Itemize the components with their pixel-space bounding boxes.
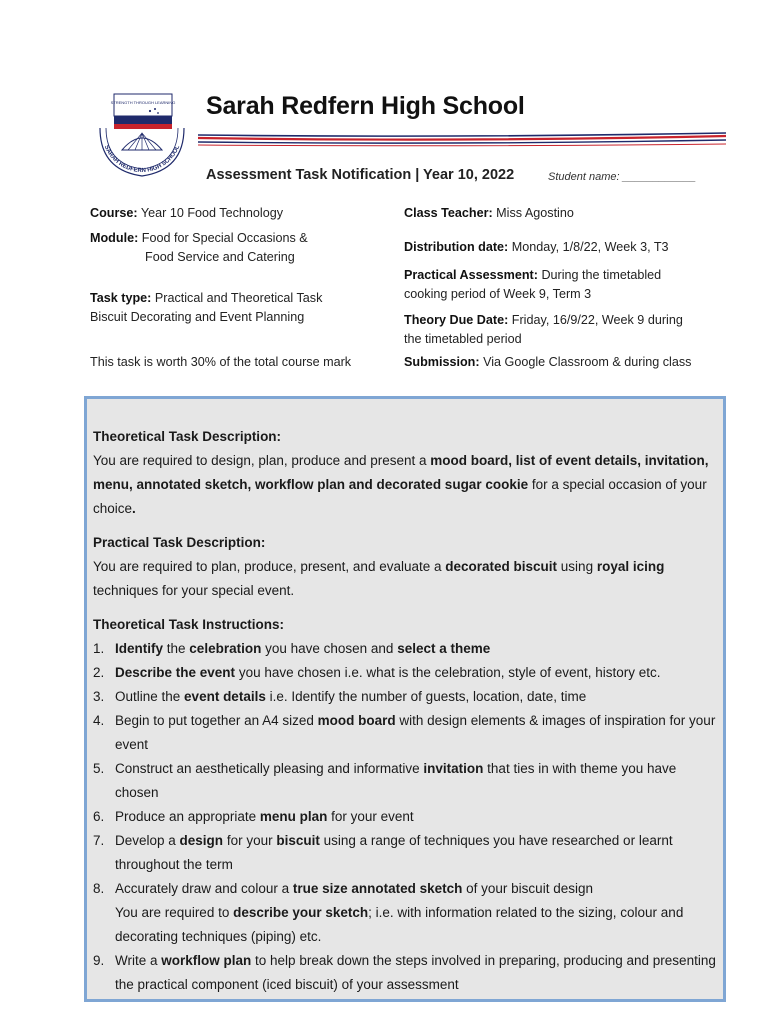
instruction-item: 2. Describe the event you have chosen i.e. what is the celebration, style of event, history etc. xyxy=(93,661,719,685)
theory-value-2: the timetabled period xyxy=(404,332,522,346)
instructions-title: Theoretical Task Instructions: xyxy=(93,617,285,632)
distribution-value: Monday, 1/8/22, Week 3, T3 xyxy=(511,240,669,254)
header-stripes xyxy=(198,132,726,148)
practical-assessment-block xyxy=(404,266,661,304)
logo-motto: STRENGTH THROUGH LEARNING xyxy=(110,100,176,105)
practical-task-title: Practical Task Description: xyxy=(93,535,266,550)
instruction-item: 4. Begin to put together an A4 sized mood board with design elements & images of inspiration for your event xyxy=(93,709,719,757)
instruction-number: 7. xyxy=(93,833,105,848)
instruction-item: 8. Accurately draw and colour a true size annotated sketch of your biscuit design You are required to describe your sketch; i.e. with information related to the sizing, colour and decorating techniques (piping) etc. xyxy=(93,877,719,949)
instruction-item: 9. Write a workflow plan to help break down the steps involved in preparing, producing and presenting the practical component (iced biscuit) of your assessment xyxy=(93,949,719,997)
submission-line xyxy=(404,353,691,372)
instruction-item: 7. Develop a design for your biscuit using a range of techniques you have researched or learnt throughout the term xyxy=(93,829,719,877)
task-type-value-2: Biscuit Decorating and Event Planning xyxy=(90,310,305,324)
module-label: Module: xyxy=(90,231,139,245)
submission-label: Submission: xyxy=(404,355,480,369)
task-description-box xyxy=(84,396,726,1002)
course-value: Year 10 Food Technology xyxy=(140,206,284,220)
theory-value-1: Friday, 16/9/22, Week 9 during xyxy=(511,313,683,327)
instruction-number: 9. xyxy=(93,953,105,968)
theory-label: Theory Due Date: xyxy=(404,313,509,327)
school-logo xyxy=(92,88,192,180)
distribution-line xyxy=(404,238,669,257)
theoretical-task-description: You are required to design, plan, produce and present a mood board, list of event details, invitation, menu, annotated sketch, workflow plan and decorated sugar cookie for a special occasion of your choice. xyxy=(93,453,709,516)
school-title: Sarah Redfern High School xyxy=(206,92,525,120)
course-label: Course: xyxy=(90,206,138,220)
module-value-1: Food for Special Occasions & xyxy=(141,231,308,245)
theory-due-block xyxy=(404,311,683,349)
instruction-number: 2. xyxy=(93,665,105,680)
instruction-number: 1. xyxy=(93,641,105,656)
practical-value-2: cooking period of Week 9, Term 3 xyxy=(404,287,592,301)
practical-task-description: You are required to plan, produce, present, and evaluate a decorated biscuit using royal icing techniques for your special event. xyxy=(93,559,665,598)
teacher-label: Class Teacher: xyxy=(404,206,493,220)
practical-label: Practical Assessment: xyxy=(404,268,538,282)
teacher-line xyxy=(404,204,574,223)
logo-ring-text: SARAH REDFERN HIGH SCHOOL xyxy=(102,144,182,175)
practical-value-1: During the timetabled xyxy=(541,268,662,282)
task-type-value: Practical and Theoretical Task xyxy=(154,291,323,305)
module-block xyxy=(90,229,308,267)
instruction-number: 5. xyxy=(93,761,105,776)
theoretical-task-title: Theoretical Task Description: xyxy=(93,429,282,444)
task-type-label: Task type: xyxy=(90,291,152,305)
instructions-list xyxy=(93,637,719,997)
teacher-value: Miss Agostino xyxy=(496,206,574,220)
instruction-item: 1. Identify the celebration you have chosen and select a theme xyxy=(93,637,719,661)
distribution-label: Distribution date: xyxy=(404,240,509,254)
module-value-2: Food Service and Catering xyxy=(145,250,295,264)
instruction-number: 6. xyxy=(93,809,105,824)
instruction-number: 3. xyxy=(93,689,105,704)
instruction-number: 4. xyxy=(93,713,105,728)
instruction-item: 6. Produce an appropriate menu plan for your event xyxy=(93,805,719,829)
course-line xyxy=(90,204,283,223)
student-name-label: Student name: ____________ xyxy=(548,171,697,183)
task-type-block xyxy=(90,289,322,327)
submission-value: Via Google Classroom & during class xyxy=(483,355,692,369)
instruction-item: 5. Construct an aesthetically pleasing and informative invitation that ties in with theme you have chosen xyxy=(93,757,719,805)
notification-title: Assessment Task Notification | Year 10, 2022 xyxy=(206,167,515,183)
worth-text: This task is worth 30% of the total course mark xyxy=(90,355,352,369)
instruction-number: 8. xyxy=(93,881,105,896)
instruction-item: 3. Outline the event details i.e. Identify the number of guests, location, date, time xyxy=(93,685,719,709)
